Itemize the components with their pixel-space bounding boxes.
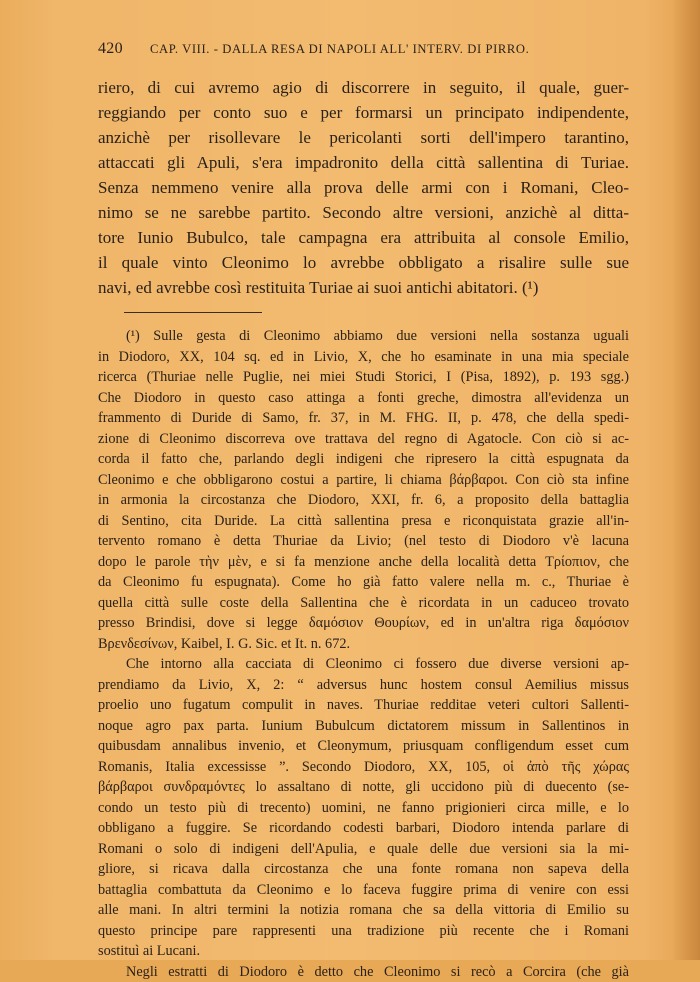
main-text-line: navi, ed avrebbe così restituita Turiae ai suoi antichi abitatori. (¹) bbox=[98, 275, 629, 300]
footnote-line: sostituì ai Lucani. bbox=[98, 941, 629, 962]
running-title: CAP. VIII. - DALLA RESA DI NAPOLI ALL' INTERV. DI PIRRO. bbox=[150, 42, 529, 56]
page-spine-shadow bbox=[672, 0, 700, 960]
footnote-line: Romanis, Italia excessisse ”. Secondo Diodoro, XX, 105, οἱ ἀπὸ τῆς χώρας bbox=[98, 757, 629, 778]
footnote-line: in Diodoro, XX, 104 sq. ed in Livio, X, che ho esaminate in una mia speciale bbox=[98, 347, 629, 368]
footnote-line: zione di Cleonimo discorreva ove trattava del regno di Agatocle. Con ciò si ac- bbox=[98, 429, 629, 450]
footnote-line: Che Diodoro in questo caso attinga a fonti greche, dimostra all'evidenza un bbox=[98, 388, 629, 409]
footnote-line: Βρενδεσίνων, Kaibel, I. G. Sic. et It. n. 672. bbox=[98, 634, 629, 655]
footnote-line: questo principe pare rappresenti una tradizione più recente che i Romani bbox=[98, 921, 629, 942]
footnote-line: Romani o solo di indigeni dell'Apulia, e quale delle due versioni sia la mi- bbox=[98, 839, 629, 860]
footnote-line: prendiamo da Livio, X, 2: “ adversus hunc hostem consul Aemilius missus bbox=[98, 675, 629, 696]
footnote-line: frammento di Duride di Samo, fr. 37, in M. FHG. II, p. 478, che della spedi- bbox=[98, 408, 629, 429]
footnote-line: di Sentino, cita Duride. La città sallentina presa e riconquistata grazie all'in- bbox=[98, 511, 629, 532]
footnote-line: quibusdam annalibus invenio, et Cleonymum, priusquam confligendum esset cum bbox=[98, 736, 629, 757]
footnotes bbox=[98, 326, 629, 982]
footnote-line: noque agro pax parta. Iunium Bubulcum dictatorem missum in Sallentinos in bbox=[98, 716, 629, 737]
main-text-line: tore Iunio Bubulco, tale campagna era attribuita al console Emilio, bbox=[98, 225, 629, 250]
main-text-line: anzichè per risollevare le pericolanti sorti dell'impero tarantino, bbox=[98, 125, 629, 150]
page-header bbox=[98, 40, 618, 58]
footnote-line: βάρβαροι συνδραμόντες lo assaltano di notte, gli uccidono più di duecento (se- bbox=[98, 777, 629, 798]
main-text-line: riero, di cui avremo agio di discorrere in seguito, il quale, guer- bbox=[98, 75, 629, 100]
main-text-line: il quale vinto Cleonimo lo avrebbe obbligato a risalire sulle sue bbox=[98, 250, 629, 275]
footnote-line: Cleonimo e che obbligarono costui a partire, li chiama βάρβαροι. Con ciò sta infine bbox=[98, 470, 629, 491]
footnote-line: presso Brindisi, dove si legge δαμόσιον Θουρίων, ed in un'altra riga δαμόσιον bbox=[98, 613, 629, 634]
main-text-line: nimo se ne sarebbe partito. Secondo altre versioni, anzichè al ditta- bbox=[98, 200, 629, 225]
footnote-line: corda il fatto che, parlando degli indigeni che ripresero la città espugnata da bbox=[98, 449, 629, 470]
main-text-line: attaccati gli Apuli, s'era impadronito della città sallentina di Turiae. bbox=[98, 150, 629, 175]
footnote-line: gliore, si ricava dalla circostanza che una fonte romana non sapeva della bbox=[98, 859, 629, 880]
footnote-line: battaglia combattuta da Cleonimo e lo faceva fuggire prima di venire con essi bbox=[98, 880, 629, 901]
footnote-line: quella città sulle coste della Sallentina che è ricordata in un caduceo trovato bbox=[98, 593, 629, 614]
footnote-line: tervento romano è detta Thuriae da Livio; (nel testo di Diodoro v'è lacuna bbox=[98, 531, 629, 552]
footnote-line: Negli estratti di Diodoro è detto che Cleonimo si recò a Corcira (che già bbox=[98, 962, 629, 982]
footnote-line: dopo le parole τὴν μὲν, e si fa menzione anche della località detta Τρίοπιον, che bbox=[98, 552, 629, 573]
main-text-line: reggiando per conto suo e per formarsi un principato indipendente, bbox=[98, 100, 629, 125]
main-text-line: Senza nemmeno venire alla prova delle armi con i Romani, Cleo- bbox=[98, 175, 629, 200]
footnote-line: obbligano a fuggire. Se ricordando codesti barbari, Diodoro intenda parlare di bbox=[98, 818, 629, 839]
footnote-line: da Cleonimo fu espugnata). Come ho già fatto valere nella m. c., Thuriae è bbox=[98, 572, 629, 593]
footnote-line: in armonia la circostanza che Diodoro, XXI, fr. 6, a proposito della battaglia bbox=[98, 490, 629, 511]
footnote-line: condo un testo più di trecento) uomini, ne fanno prigionieri circa mille, e lo bbox=[98, 798, 629, 819]
page-number: 420 bbox=[98, 40, 150, 58]
footnote-line: (¹) Sulle gesta di Cleonimo abbiamo due versioni nella sostanza uguali bbox=[98, 326, 629, 347]
footnote-line: alle mani. In altri termini la notizia romana che sa della vittoria di Emilio su bbox=[98, 900, 629, 921]
main-text bbox=[98, 75, 629, 300]
footnote-line: proelio uno fugatum compulit in naves. Thuriae redditae veteri cultori Sallenti- bbox=[98, 695, 629, 716]
footnote-line: ricerca (Thuriae nelle Puglie, nei miei Studi Storici, I (Pisa, 1892), p. 193 sgg.) bbox=[98, 367, 629, 388]
footnote-separator bbox=[124, 312, 262, 313]
footnote-line: Che intorno alla cacciata di Cleonimo ci fossero due diverse versioni ap- bbox=[98, 654, 629, 675]
